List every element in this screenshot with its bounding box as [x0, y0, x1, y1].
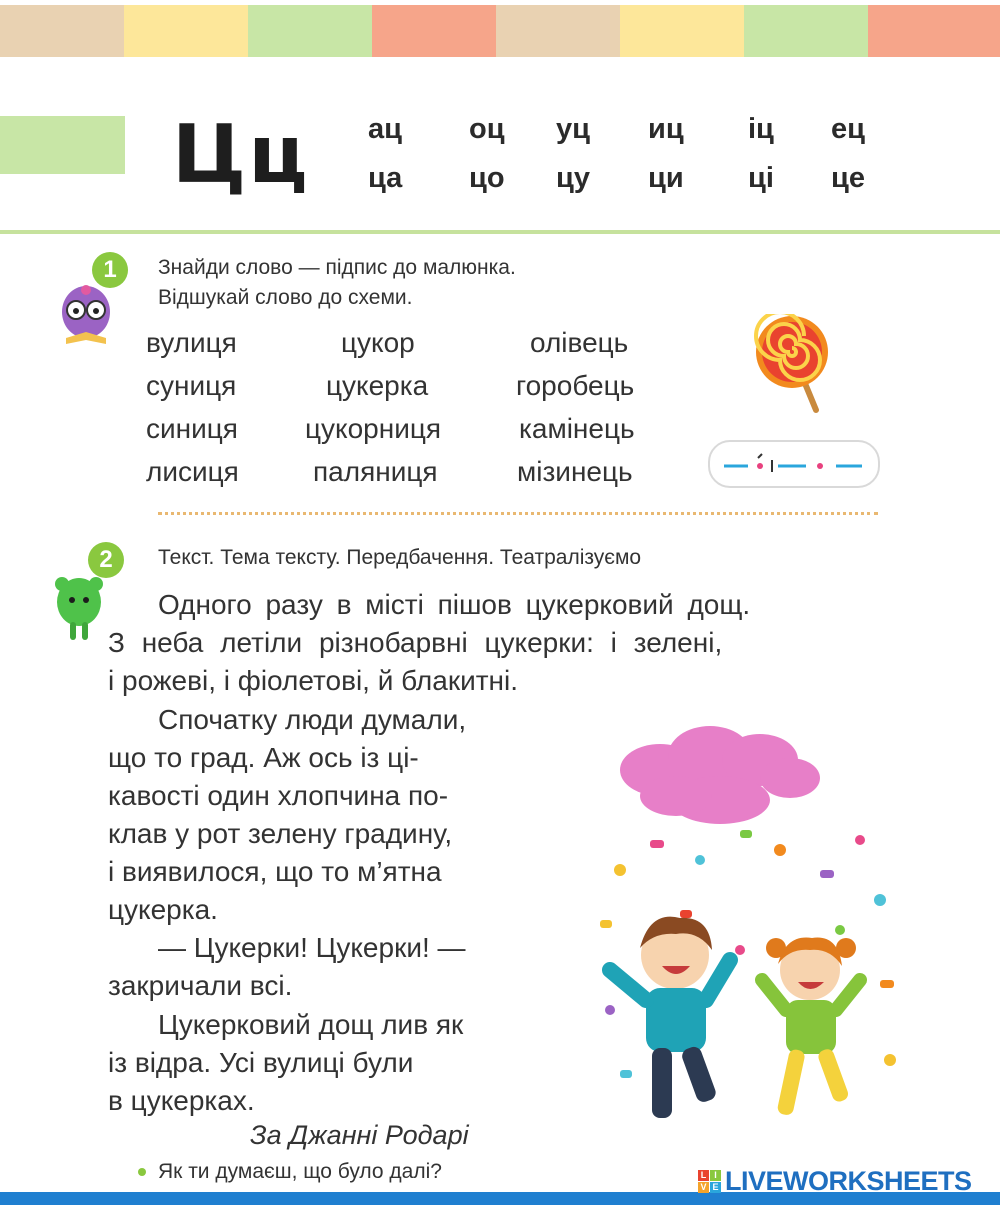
word-item[interactable]: суниця [146, 370, 237, 401]
syllable: ца [368, 162, 403, 194]
text-line: кавості один хлопчина по- [108, 780, 449, 811]
syllable: ци [648, 162, 684, 194]
header-green-block [0, 116, 125, 174]
word-item[interactable]: цукерка [326, 370, 429, 401]
text-line: — Цукерки! Цукерки! — [158, 932, 466, 963]
syllable: оц [469, 113, 505, 145]
syllable: иц [648, 113, 684, 145]
text-line: Одного разу в місті пішов цукерковий дощ. [158, 589, 751, 620]
brand-name: LIVEWORKSHEETS [725, 1165, 972, 1196]
liveworksheets-logo[interactable] [698, 1166, 972, 1196]
syllable: це [831, 162, 865, 194]
stripe [372, 5, 496, 57]
word-item[interactable]: горобець [516, 370, 635, 401]
dotted-separator [158, 512, 878, 515]
syllable: ец [831, 113, 865, 145]
stripe [496, 5, 620, 57]
stripe [744, 5, 868, 57]
task-number-badge: 2 [88, 542, 124, 578]
stripe [124, 5, 248, 57]
word-item[interactable]: мізинець [517, 456, 633, 487]
text-line: що то град. Аж ось із ці- [108, 742, 419, 773]
task-number-badge: 1 [92, 252, 128, 288]
task1-instruction-1: Знайди слово — підпис до малюнка. [158, 256, 516, 279]
logo-block: E [710, 1182, 721, 1193]
text-line: клав у рот зелену градину, [108, 818, 453, 849]
logo-block: V [698, 1182, 709, 1193]
text-line: і виявилося, що то м’ятна [108, 856, 442, 887]
syllable: іц [748, 113, 774, 145]
bullet-dot [138, 1168, 146, 1176]
question: Як ти думаєш, що було далі? [158, 1160, 442, 1183]
stripe [620, 5, 744, 57]
logo-block: L [698, 1170, 709, 1181]
task1-instruction-2: Відшукай слово до схеми. [158, 286, 413, 309]
text-line: в цукерках. [108, 1085, 255, 1116]
green-mascot-icon [50, 570, 108, 644]
header-divider [0, 230, 1000, 234]
logo-block: I [710, 1170, 721, 1181]
syllable: уц [556, 113, 590, 145]
word-item[interactable]: цукорниця [305, 413, 442, 444]
text-line: Спочатку люди думали, [158, 704, 467, 735]
stripe [868, 5, 1000, 57]
letter-title: Цц [172, 108, 310, 201]
text-line: Цукерковий дощ лив як [158, 1009, 464, 1040]
word-item[interactable]: вулиця [146, 327, 237, 358]
text-line: З неба летіли різнобарвні цукерки: і зелені, [108, 627, 723, 658]
author: За Джанні Родарі [250, 1120, 469, 1150]
syllable: ці [748, 162, 774, 194]
stripe [248, 5, 372, 57]
owl-mascot-icon [52, 278, 120, 350]
logo-blocks-icon [698, 1170, 721, 1193]
word-scheme[interactable] [708, 440, 880, 488]
text-line: і рожеві, і фіолетові, й блакитні. [108, 665, 519, 696]
syllable: цу [556, 162, 590, 194]
text-line: цукерка. [108, 894, 218, 925]
word-item[interactable]: паляниця [313, 456, 438, 487]
stripe [0, 5, 124, 57]
word-item[interactable]: цукор [341, 327, 415, 358]
text-line: закричали всі. [108, 970, 293, 1001]
syllable: цо [469, 162, 505, 194]
word-item[interactable]: камінець [519, 413, 635, 444]
word-item[interactable]: синиця [146, 413, 238, 444]
task2-heading: Текст. Тема тексту. Передбачення. Театралізуємо [158, 546, 642, 569]
text-line: із відра. Усі вулиці були [108, 1047, 414, 1078]
word-item[interactable]: лисиця [146, 456, 239, 487]
word-item[interactable]: олівець [530, 327, 629, 358]
candy-rain-illustration [580, 720, 910, 1140]
lollipop-icon [752, 314, 842, 414]
syllable: ац [368, 113, 402, 145]
